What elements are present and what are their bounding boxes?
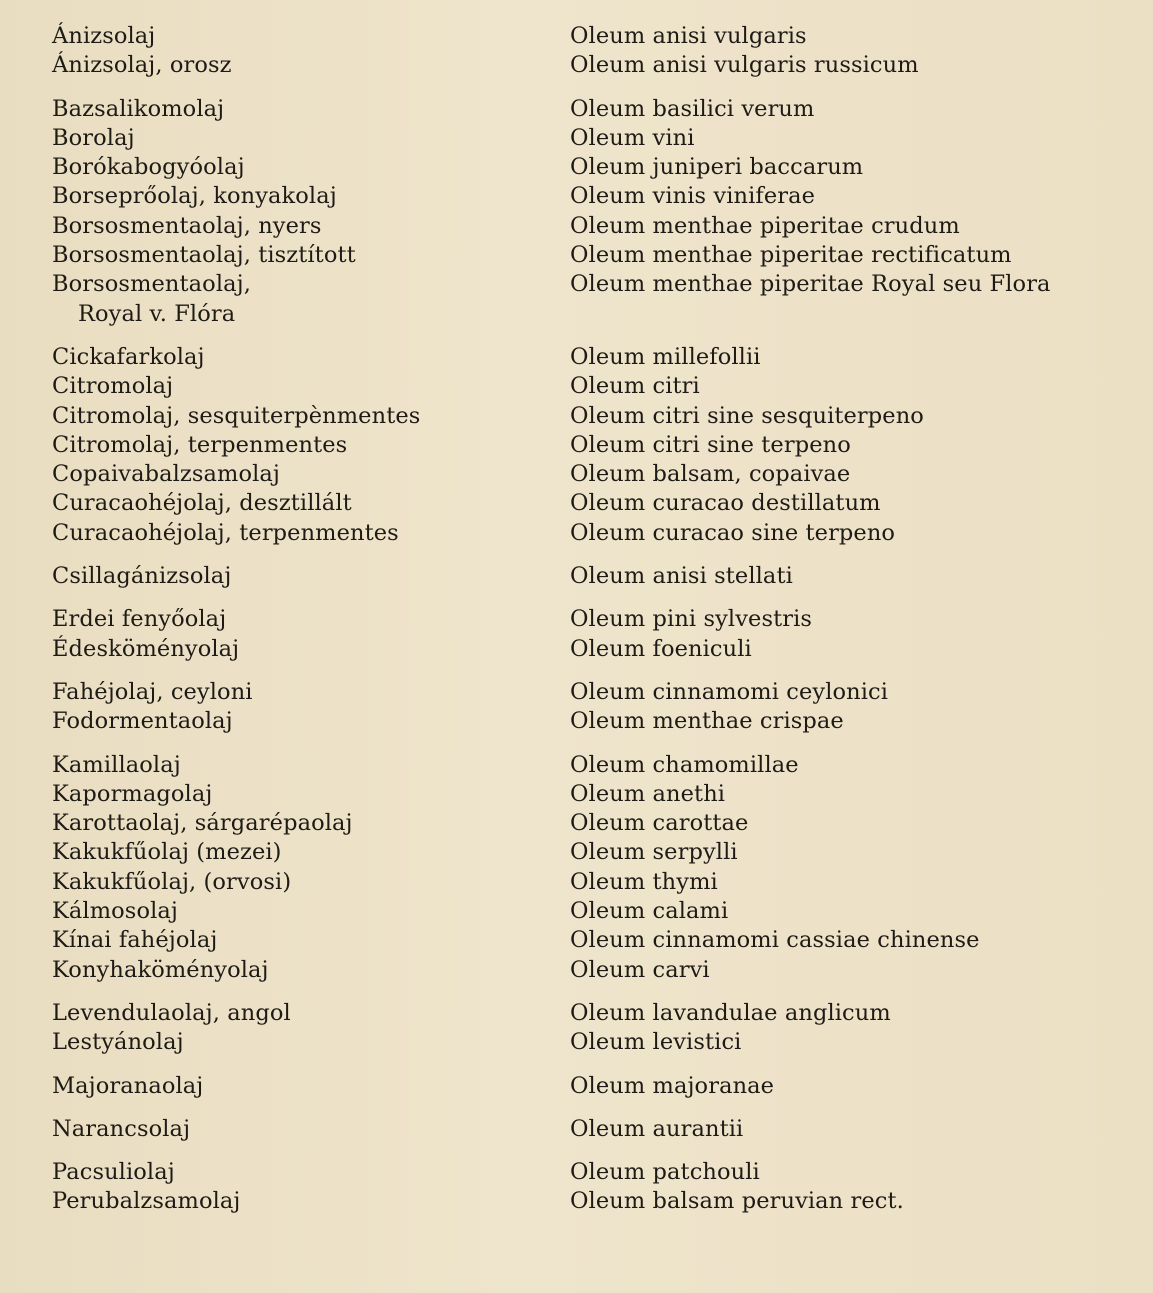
latin-name: Oleum juniperi baccarum [570, 154, 864, 181]
latin-name: Oleum majoranae [570, 1072, 775, 1099]
hungarian-name [52, 1072, 570, 1101]
entry-row [52, 22, 1142, 51]
hungarian-name [52, 926, 570, 955]
entry-group [52, 1158, 1142, 1217]
latin-name: Oleum foeniculi [570, 635, 752, 662]
hungarian-name-text: Karottaolaj, sárgarépaolaj [52, 810, 353, 837]
hungarian-name-text: Pacsuliolaj [52, 1159, 175, 1186]
latin-name: Oleum curacao destillatum [570, 490, 881, 517]
hungarian-name [52, 780, 570, 809]
hungarian-name-text: Konyhaköményolaj [52, 956, 269, 983]
entry-row [52, 51, 1142, 80]
entry-row [52, 780, 1142, 809]
hungarian-name-text: Lestyánolaj [52, 1029, 184, 1056]
latin-name: Oleum vinis viniferae [570, 183, 816, 210]
latin-name: Oleum curacao sine terpeno [570, 519, 896, 546]
hungarian-name-text: Narancsolaj [52, 1115, 191, 1142]
hungarian-name [52, 343, 570, 372]
hungarian-name [52, 372, 570, 401]
entry-row [52, 956, 1142, 985]
entry-row [52, 897, 1142, 926]
hungarian-name [52, 124, 570, 153]
entry-row [52, 1072, 1142, 1101]
hungarian-name [52, 431, 570, 460]
entry-row [52, 489, 1142, 518]
entry-row [52, 605, 1142, 634]
hungarian-name [52, 868, 570, 897]
hungarian-name [52, 489, 570, 518]
entry-row [52, 402, 1142, 431]
hungarian-name [52, 460, 570, 489]
oil-name-list [52, 22, 1142, 1231]
latin-name: Oleum balsam peruvian rect. [570, 1188, 904, 1215]
entry-group [52, 1072, 1142, 1101]
entry-row [52, 809, 1142, 838]
latin-name: Oleum anisi stellati [570, 563, 793, 590]
hungarian-name [52, 95, 570, 124]
latin-name: Oleum calami [570, 898, 729, 925]
hungarian-name-text: Borolaj [52, 124, 135, 151]
hungarian-name [52, 999, 570, 1028]
hungarian-name-text: Curacaohéjolaj, desztillált [52, 490, 352, 517]
latin-name: Oleum cinnamomi ceylonici [570, 678, 889, 705]
hungarian-name-text: Fahéjolaj, ceyloni [52, 678, 253, 705]
hungarian-name-text: Kakukfűolaj (mezei) [52, 839, 282, 866]
entry-group [52, 751, 1142, 985]
hungarian-name [52, 1115, 570, 1144]
entry-row [52, 1187, 1142, 1216]
hungarian-name [52, 51, 570, 80]
entry-row [52, 270, 1142, 329]
hungarian-name-continuation: Royal v. Flóra [78, 300, 236, 327]
entry-group [52, 678, 1142, 737]
entry-row [52, 562, 1142, 591]
hungarian-name [52, 402, 570, 431]
hungarian-name-text: Ánizsolaj [52, 23, 156, 49]
latin-name: Oleum citri [570, 373, 700, 400]
hungarian-name [52, 838, 570, 867]
hungarian-name-text: Kínai fahéjolaj [52, 927, 218, 954]
hungarian-name [52, 519, 570, 548]
entry-row [52, 635, 1142, 664]
hungarian-name [52, 270, 570, 329]
latin-name: Oleum aurantii [570, 1115, 744, 1142]
entry-row [52, 1028, 1142, 1057]
hungarian-name [52, 1187, 570, 1216]
hungarian-name-text: Cickafarkolaj [52, 343, 205, 370]
hungarian-name-text: Borsosmentaolaj, tisztított [52, 242, 356, 269]
hungarian-name-text: Curacaohéjolaj, terpenmentes [52, 519, 399, 546]
latin-name: Oleum menthae crispae [570, 708, 844, 735]
latin-name: Oleum citri sine terpeno [570, 431, 851, 458]
hungarian-name-text: Ánizsolaj, orosz [52, 52, 232, 79]
latin-name: Oleum anethi [570, 780, 726, 807]
hungarian-name [52, 956, 570, 985]
hungarian-name [52, 182, 570, 211]
hungarian-name [52, 605, 570, 634]
entry-row [52, 838, 1142, 867]
hungarian-name-text: Citromolaj, terpenmentes [52, 431, 348, 458]
hungarian-name-text: Fodormentaolaj [52, 708, 233, 735]
latin-name: Oleum carottae [570, 810, 749, 837]
hungarian-name [52, 212, 570, 241]
latin-name: Oleum millefollii [570, 343, 761, 370]
latin-name: Oleum anisi vulgaris [570, 23, 807, 49]
hungarian-name [52, 241, 570, 270]
hungarian-name-text: Kakukfűolaj, (orvosi) [52, 868, 292, 895]
latin-name: Oleum menthae piperitae Royal seu Flora [570, 271, 1051, 298]
latin-name: Oleum serpylli [570, 839, 738, 866]
entry-row [52, 431, 1142, 460]
hungarian-name-text: Levendulaolaj, angol [52, 999, 291, 1026]
hungarian-name-text: Copaivabalzsamolaj [52, 461, 280, 488]
latin-name: Oleum patchouli [570, 1159, 760, 1186]
hungarian-name [52, 635, 570, 664]
entry-row [52, 1115, 1142, 1144]
entry-row [52, 153, 1142, 182]
entry-row [52, 460, 1142, 489]
hungarian-name-text: Borsosmentaolaj, nyers [52, 212, 322, 239]
hungarian-name-text: Citromolaj, sesquiterpènmentes [52, 402, 421, 429]
entry-row [52, 241, 1142, 270]
latin-name: Oleum lavandulae anglicum [570, 999, 891, 1026]
entry-group [52, 343, 1142, 548]
hungarian-name-text: Citromolaj [52, 373, 174, 400]
hungarian-name-text: Kamillaolaj [52, 751, 181, 778]
entry-row [52, 1158, 1142, 1187]
hungarian-name [52, 562, 570, 591]
latin-name: Oleum citri sine sesquiterpeno [570, 402, 924, 429]
hungarian-name-text: Perubalzsamolaj [52, 1188, 241, 1215]
latin-name: Oleum cinnamomi cassiae chinense [570, 927, 980, 954]
latin-name: Oleum balsam, copaivae [570, 461, 851, 488]
hungarian-name-text: Borókabogyóolaj [52, 154, 245, 181]
entry-row [52, 124, 1142, 153]
hungarian-name [52, 1158, 570, 1187]
entry-group [52, 22, 1142, 81]
entry-row [52, 182, 1142, 211]
entry-row [52, 751, 1142, 780]
hungarian-name [52, 22, 570, 51]
hungarian-name [52, 1028, 570, 1057]
latin-name: Oleum menthae piperitae crudum [570, 212, 960, 239]
entry-row [52, 868, 1142, 897]
hungarian-name-text: Borsosmentaolaj, [52, 271, 251, 298]
hungarian-name [52, 897, 570, 926]
entry-group [52, 1115, 1142, 1144]
entry-row [52, 926, 1142, 955]
latin-name: Oleum menthae piperitae rectificatum [570, 242, 1012, 269]
hungarian-name-text: Kapormagolaj [52, 780, 213, 807]
entry-row [52, 678, 1142, 707]
latin-name: Oleum anisi vulgaris russicum [570, 52, 919, 79]
entry-group [52, 605, 1142, 664]
hungarian-name-text: Bazsalikomolaj [52, 95, 225, 122]
hungarian-name-text: Erdei fenyőolaj [52, 606, 227, 633]
entry-group [52, 999, 1142, 1058]
latin-name: Oleum levistici [570, 1029, 742, 1056]
entry-row [52, 212, 1142, 241]
hungarian-name-text: Kálmosolaj [52, 898, 178, 925]
entry-row [52, 519, 1142, 548]
hungarian-name-text: Édesköményolaj [52, 635, 240, 662]
hungarian-name-text: Csillagánizsolaj [52, 563, 232, 590]
entry-row [52, 372, 1142, 401]
entry-row [52, 343, 1142, 372]
hungarian-name-text: Majoranaolaj [52, 1072, 204, 1099]
latin-name: Oleum carvi [570, 956, 710, 983]
entry-row [52, 999, 1142, 1028]
entry-group [52, 562, 1142, 591]
latin-name: Oleum thymi [570, 868, 718, 895]
entry-row [52, 95, 1142, 124]
hungarian-name [52, 678, 570, 707]
latin-name: Oleum basilici verum [570, 95, 815, 122]
hungarian-name-text: Borseprőolaj, konyakolaj [52, 183, 337, 210]
latin-name: Oleum vini [570, 124, 695, 151]
latin-name: Oleum chamomillae [570, 751, 799, 778]
hungarian-name [52, 153, 570, 182]
hungarian-name [52, 809, 570, 838]
hungarian-name [52, 751, 570, 780]
entry-row [52, 707, 1142, 736]
latin-name: Oleum pini sylvestris [570, 606, 813, 633]
entry-group [52, 95, 1142, 329]
hungarian-name [52, 707, 570, 736]
